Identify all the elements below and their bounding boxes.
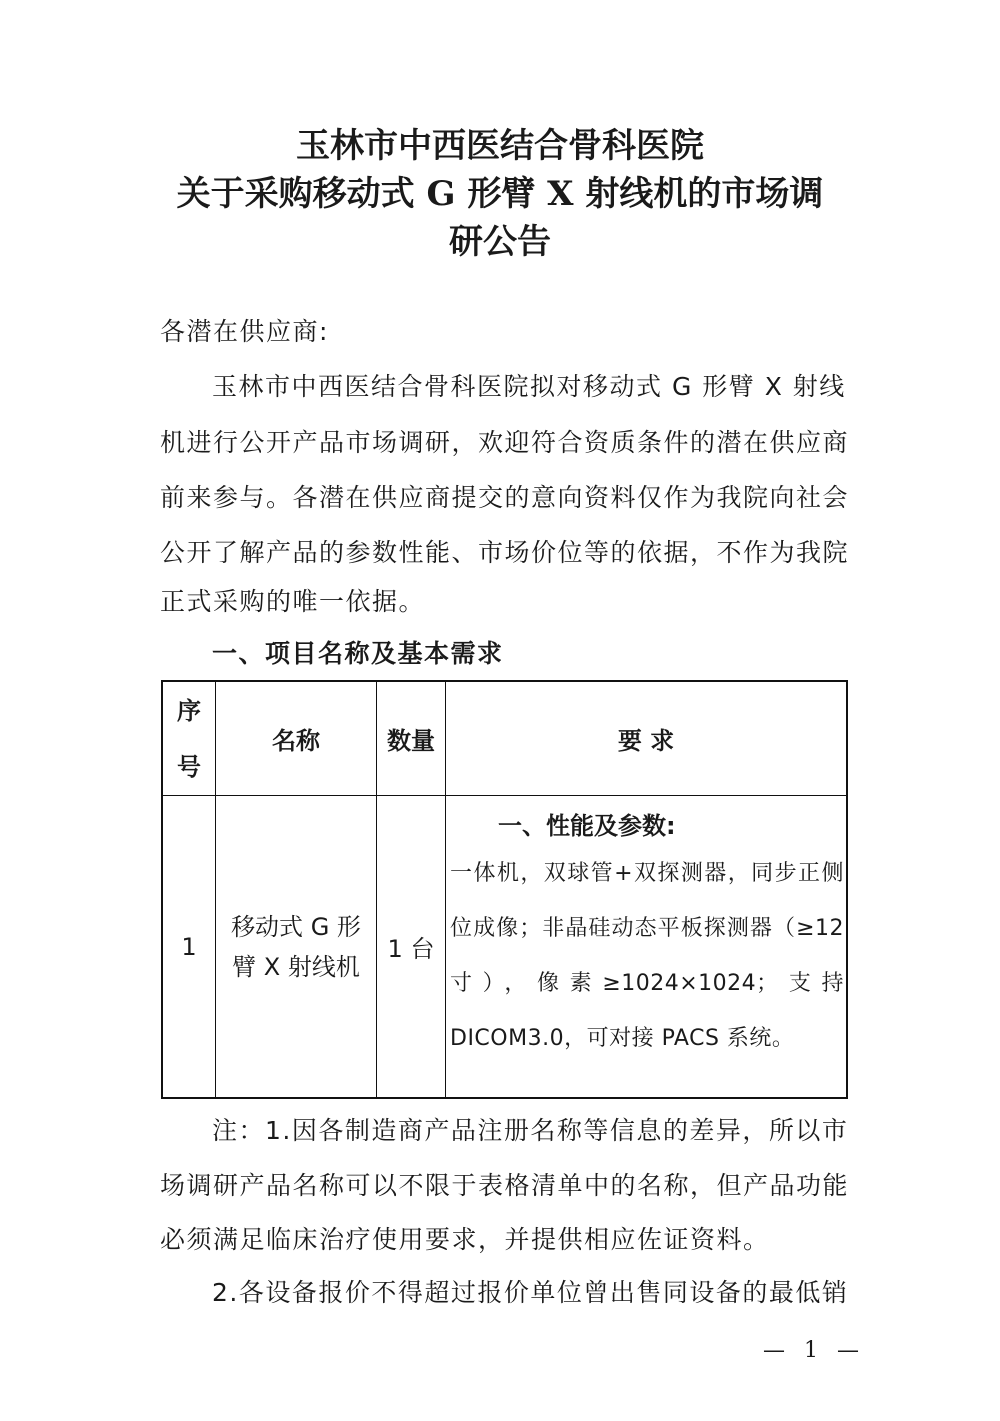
note-line: 场调研产品名称可以不限于表格清单中的名称，但产品功能 <box>160 1171 850 1200</box>
row-seq: 1 <box>162 796 216 1099</box>
row-quantity: 1 台 <box>377 796 446 1099</box>
intro-line: 公开了解产品的参数性能、市场价位等的依据，不作为我院 <box>160 538 850 567</box>
row-name <box>216 796 377 1099</box>
header-seq-line2: 号 <box>177 752 201 781</box>
note-line: 注：1.因各制造商产品注册名称等信息的差异，所以市 <box>212 1116 849 1145</box>
requirements-text: 一体机，双球管+双探测器，同步正侧位成像；非晶硅动态平板探测器（≥12寸），像素≥1024×1024；支持DICOM3.0，可对接 PACS 系统。 <box>450 861 844 1051</box>
row-name-line2: 臂 X 射线机 <box>232 952 360 981</box>
requirements-table <box>161 680 848 1099</box>
header-seq-line1: 序 <box>177 696 201 725</box>
section-heading: 一、项目名称及基本需求 <box>212 639 504 668</box>
intro-line: 正式采购的唯一依据。 <box>160 587 426 616</box>
header-requirements: 要 求 <box>446 681 848 796</box>
intro-line: 玉林市中西医结合骨科医院拟对移动式 G 形臂 X 射线 <box>212 372 846 401</box>
intro-line: 前来参与。各潜在供应商提交的意向资料仅作为我院向社会 <box>160 483 850 512</box>
header-quantity: 数量 <box>377 681 446 796</box>
table-header-row <box>162 681 847 796</box>
title-line-2: 关于采购移动式 G 形臂 X 射线机的市场调 <box>176 174 824 214</box>
salutation: 各潜在供应商: <box>160 317 329 346</box>
row-requirements <box>446 796 848 1099</box>
table-row <box>162 796 847 1099</box>
header-seq <box>162 681 216 796</box>
title-line-1: 玉林市中西医结合骨科医院 <box>296 126 704 166</box>
row-name-line1: 移动式 G 形 <box>231 912 361 941</box>
title-line-3: 研公告 <box>449 222 551 262</box>
header-name: 名称 <box>216 681 377 796</box>
note-line: 2.各设备报价不得超过报价单位曾出售同设备的最低销 <box>212 1278 849 1307</box>
intro-line: 机进行公开产品市场调研，欢迎符合资质条件的潜在供应商 <box>160 428 850 457</box>
note-line: 必须满足临床治疗使用要求，并提供相应佐证资料。 <box>160 1225 770 1254</box>
requirements-heading: 一、性能及参数: <box>498 812 676 840</box>
page-number: — 1 — <box>763 1338 865 1363</box>
